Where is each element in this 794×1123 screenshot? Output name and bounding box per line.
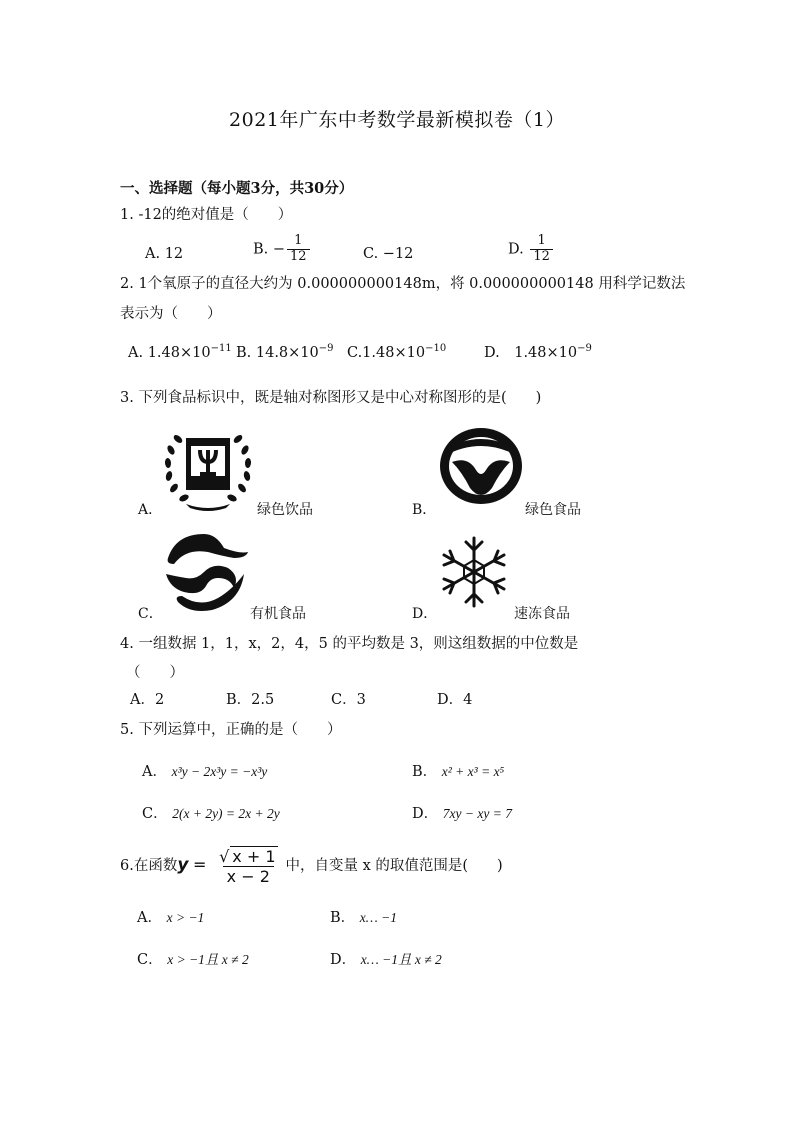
q4-option-d: D．4 bbox=[437, 692, 473, 708]
question-1-stem: 1. -12的绝对值是（ ） bbox=[120, 207, 293, 223]
q3-option-c-letter: C． bbox=[138, 606, 163, 622]
q5-option-c bbox=[142, 806, 280, 823]
sqrt-radicand: x + 1 bbox=[232, 847, 276, 866]
fraction-denominator: x − 2 bbox=[223, 866, 274, 886]
q2-option-a-base: A. 1.48×10 bbox=[128, 344, 211, 361]
q4-option-c: C．3 bbox=[331, 692, 366, 708]
q1-option-d-prefix: D. bbox=[508, 241, 524, 258]
q6-option-c-expression: x > −1且 x ≠ 2 bbox=[167, 952, 249, 967]
question-4-stem-line-1: 4. 一组数据 1，1，x，2，4，5 的平均数是 3，则这组数据的中位数是 bbox=[120, 636, 579, 652]
q2-option-b-base: B. 14.8×10 bbox=[236, 344, 319, 361]
q5-option-c-letter: C． bbox=[142, 806, 168, 822]
fraction-numerator: 1 bbox=[294, 233, 303, 248]
q6-option-a-expression: x > −1 bbox=[166, 910, 205, 925]
q6-option-b bbox=[330, 910, 397, 927]
question-3-stem: 3. 下列食品标识中，既是轴对称图形又是中心对称图形的是( ) bbox=[120, 390, 542, 406]
q6-stem-suffix: 中，自变量 x 的取值范围是( ) bbox=[285, 858, 503, 875]
question-4-stem-line-2: （ ） bbox=[126, 665, 184, 681]
q3-option-a-caption: 绿色饮品 bbox=[257, 502, 313, 518]
q2-option-d-base: D. 1.48×10 bbox=[484, 344, 578, 361]
snowflake-logo-icon bbox=[436, 536, 512, 608]
q5-option-d bbox=[412, 806, 512, 823]
organic-food-logo-icon bbox=[160, 530, 250, 614]
q2-option-c bbox=[347, 343, 446, 362]
q3-option-c-caption: 有机食品 bbox=[250, 606, 306, 622]
q1-option-b-prefix: B. − bbox=[253, 241, 286, 258]
green-food-logo-icon bbox=[438, 426, 524, 506]
q5-option-a-expression: x³y − 2x³y = −x³y bbox=[171, 764, 268, 779]
fraction-numerator: 1 bbox=[537, 233, 546, 248]
q2-option-d bbox=[484, 343, 592, 362]
q5-option-a bbox=[142, 764, 267, 781]
q1-option-d-fraction bbox=[530, 234, 553, 265]
q2-option-a-exponent: −11 bbox=[210, 343, 232, 354]
q1-option-d bbox=[508, 234, 555, 265]
q3-option-a-letter: A． bbox=[138, 502, 163, 518]
q1-option-b bbox=[253, 234, 312, 265]
q2-option-b bbox=[236, 343, 334, 362]
q1-option-c: C. −12 bbox=[363, 246, 414, 262]
q1-option-a: A. 12 bbox=[145, 246, 184, 262]
q6-option-a bbox=[137, 910, 204, 927]
q2-option-c-base: C.1.48×10 bbox=[347, 344, 426, 361]
fraction-denominator: 12 bbox=[287, 249, 310, 265]
q3-option-d-letter: D． bbox=[412, 606, 438, 622]
q6-equals-sign: = bbox=[193, 855, 207, 875]
q4-option-b: B．2.5 bbox=[226, 692, 275, 708]
q1-option-b-fraction bbox=[287, 234, 310, 265]
q5-option-b bbox=[412, 764, 504, 781]
q6-variable-y: y bbox=[177, 855, 189, 876]
fraction-numerator: √ x + 1 bbox=[219, 847, 276, 866]
q5-option-c-expression: 2(x + 2y) = 2x + 2y bbox=[172, 806, 280, 821]
q6-option-c bbox=[137, 952, 249, 969]
green-drink-logo-icon bbox=[160, 424, 256, 512]
q6-option-c-letter: C． bbox=[137, 952, 163, 968]
q6-option-d-letter: D． bbox=[330, 952, 357, 968]
question-6-stem bbox=[120, 846, 503, 886]
q6-option-a-letter: A． bbox=[137, 910, 162, 926]
section-heading: 一、选择题（每小题3分，共30分） bbox=[120, 180, 354, 197]
q6-stem-prefix: 6.在函数 bbox=[120, 858, 178, 875]
q6-option-d bbox=[330, 952, 442, 969]
fraction-denominator: 12 bbox=[530, 249, 553, 265]
q6-function-fraction bbox=[215, 846, 281, 886]
q2-option-b-exponent: −9 bbox=[318, 343, 334, 354]
q6-option-b-letter: B． bbox=[330, 910, 356, 926]
q4-option-a: A．2 bbox=[130, 692, 165, 708]
q2-option-a bbox=[128, 343, 232, 362]
q5-option-b-expression: x² + x³ = x⁵ bbox=[441, 764, 505, 779]
q2-option-d-exponent: −9 bbox=[577, 343, 592, 354]
page-title: 2021年广东中考数学最新模拟卷（1） bbox=[229, 109, 565, 131]
q3-option-b-letter: B． bbox=[412, 502, 437, 518]
question-5-stem: 5. 下列运算中，正确的是（ ） bbox=[120, 722, 342, 738]
q3-option-b-caption: 绿色食品 bbox=[525, 502, 581, 518]
q5-option-b-letter: B． bbox=[412, 764, 438, 780]
q2-option-c-exponent: −10 bbox=[425, 343, 447, 354]
question-2-stem-line-1: 2. 1个氧原子的直径大约为 0.000000000148m，将 0.000000000148 用科学记数法 bbox=[120, 276, 686, 292]
q5-option-a-letter: A． bbox=[142, 764, 167, 780]
q6-option-d-expression: x… −1且 x ≠ 2 bbox=[360, 952, 442, 967]
question-2-stem-line-2: 表示为（ ） bbox=[120, 306, 222, 322]
q5-option-d-letter: D． bbox=[412, 806, 439, 822]
q3-option-d-caption: 速冻食品 bbox=[514, 606, 570, 622]
q5-option-d-expression: 7xy − xy = 7 bbox=[442, 806, 512, 821]
q6-option-b-expression: x… −1 bbox=[359, 910, 397, 925]
